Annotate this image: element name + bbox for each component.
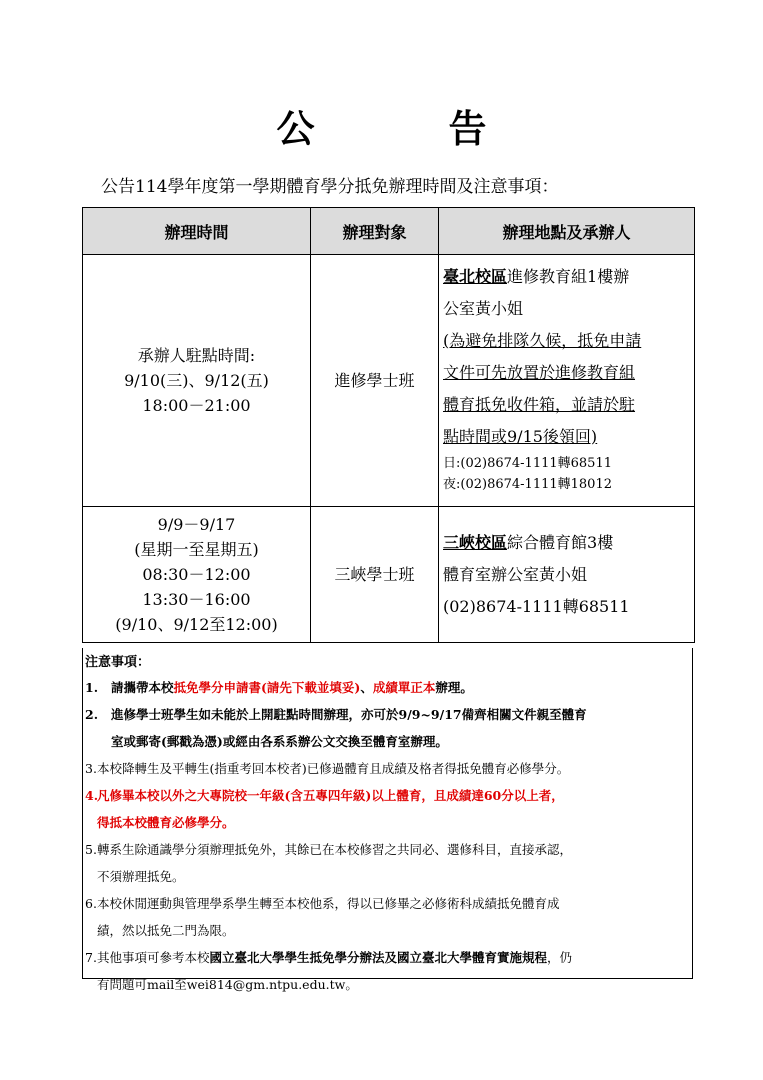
note-highlight: 抵免學分申請書(請先下載並填妥)	[173, 680, 361, 695]
location-text: 綜合體育館3樓	[507, 532, 614, 552]
note-text	[97, 944, 688, 998]
note-highlight: 成績單正本	[372, 680, 436, 695]
note-text	[111, 674, 688, 701]
note-line: 轉系生除通識學分須辦理抵免外，其餘已在本校修習之共同必、選修科目，直接承認，	[97, 842, 573, 857]
announcement-subtitle: 公告114學年度第一學期體育學分抵免辦理時間及注意事項：	[101, 177, 559, 197]
note-number: 4.	[85, 788, 99, 803]
note-item	[85, 890, 688, 944]
note-segment: 辦理。	[435, 680, 473, 695]
time-cell	[83, 255, 311, 507]
header-target: 辦理對象	[311, 208, 439, 255]
note-segment: 、	[360, 680, 373, 695]
campus-name: 三峽校區	[443, 532, 508, 552]
time-line: 13:30－16:00	[142, 590, 251, 609]
note-number: 5.	[85, 842, 97, 857]
notice-line: 文件可先放置於進修教育組	[443, 363, 636, 382]
time-line: 08:30－12:00	[142, 565, 251, 584]
phone-night: 夜:(02)8674-1111轉18012	[443, 477, 612, 492]
location-phone: (02)8674-1111轉68511	[443, 596, 630, 616]
location-line: 體育室辦公室黃小姐	[443, 564, 588, 584]
time-line: 18:00－21:00	[142, 396, 251, 415]
location-cell	[439, 507, 695, 643]
note-item	[85, 755, 688, 782]
contact-email-line: 有問題可mail至wei814@gm.ntpu.edu.tw。	[97, 977, 358, 992]
note-line: 績，然以抵免二門為限。	[97, 923, 235, 938]
notice-line: (為避免排隊久候，抵免申請	[443, 331, 642, 350]
location-line: 公室黃小姐	[443, 299, 524, 318]
note-number: 7.	[85, 950, 97, 965]
note-text	[97, 836, 688, 890]
note-text	[97, 782, 688, 836]
notes-header: 注意事項：	[85, 655, 151, 670]
note-number: 2.	[85, 707, 99, 722]
note-item	[85, 701, 688, 755]
note-line: 凡修畢本校以外之大專院校一年級(含五專四年級)以上體育，且成績達60分以上者，	[97, 788, 564, 803]
location-line	[443, 261, 692, 293]
location-line	[443, 527, 692, 559]
regulation-reference: 國立臺北大學學生抵免學分辦法及國立臺北大學體育實施規程	[209, 950, 548, 965]
table-row	[83, 255, 695, 507]
campus-name: 臺北校區	[443, 267, 508, 286]
note-text	[97, 890, 688, 944]
time-line: 9/9－9/17	[157, 515, 236, 534]
note-line: 得抵本校體育必修學分。	[97, 815, 235, 830]
note-item	[85, 836, 688, 890]
time-line: 9/10(三)、9/12(五)	[124, 371, 269, 390]
time-cell	[83, 507, 311, 643]
note-line: 進修學士班學生如未能於上開駐點時間辦理，亦可於9/9~9/17備齊相關文件親至體育	[111, 707, 587, 722]
note-item	[85, 782, 688, 836]
notice-line: 點時間或9/15後領回)	[443, 427, 598, 446]
note-segment: 請攜帶本校	[111, 680, 174, 695]
page-title: 公 告	[276, 106, 535, 151]
note-item	[85, 944, 688, 998]
table-header-row	[83, 208, 695, 255]
schedule-table	[82, 207, 695, 643]
time-line: (9/10、9/12至12:00)	[115, 615, 278, 634]
header-time: 辦理時間	[83, 208, 311, 255]
notice-line: 體育抵免收件箱，並請於駐	[443, 395, 636, 414]
time-line: (星期一至星期五)	[134, 540, 259, 559]
note-item	[85, 674, 688, 701]
location-text: 進修教育組1樓辦	[507, 267, 630, 286]
header-location: 辦理地點及承辦人	[439, 208, 695, 255]
location-cell	[439, 255, 695, 507]
phone-day: 日:(02)8674-1111轉68511	[443, 456, 612, 471]
target-cell: 三峽學士班	[311, 507, 439, 643]
note-line: 室或郵寄(郵戳為憑)或經由各系系辦公文交換至體育室辦理。	[111, 734, 448, 749]
note-text	[111, 701, 688, 755]
notes-section	[82, 648, 693, 992]
target-cell: 進修學士班	[311, 255, 439, 507]
note-segment: ，仍	[547, 950, 573, 965]
time-line: 承辦人駐點時間:	[137, 346, 256, 365]
note-number: 6.	[85, 896, 97, 911]
note-segment: 其他事項可參考本校	[97, 950, 210, 965]
note-number: 1.	[85, 680, 99, 695]
note-line: 本校休閒運動與管理學系學生轉至本校他系，得以已修畢之必修術科成績抵免體育成	[97, 896, 560, 911]
table-row	[83, 507, 695, 643]
note-text: 本校降轉生及平轉生(指重考回本校者)已修過體育且成績及格者得抵免體育必修學分。	[97, 761, 570, 776]
note-number: 3.	[85, 761, 97, 776]
note-line: 不須辦理抵免。	[97, 869, 185, 884]
